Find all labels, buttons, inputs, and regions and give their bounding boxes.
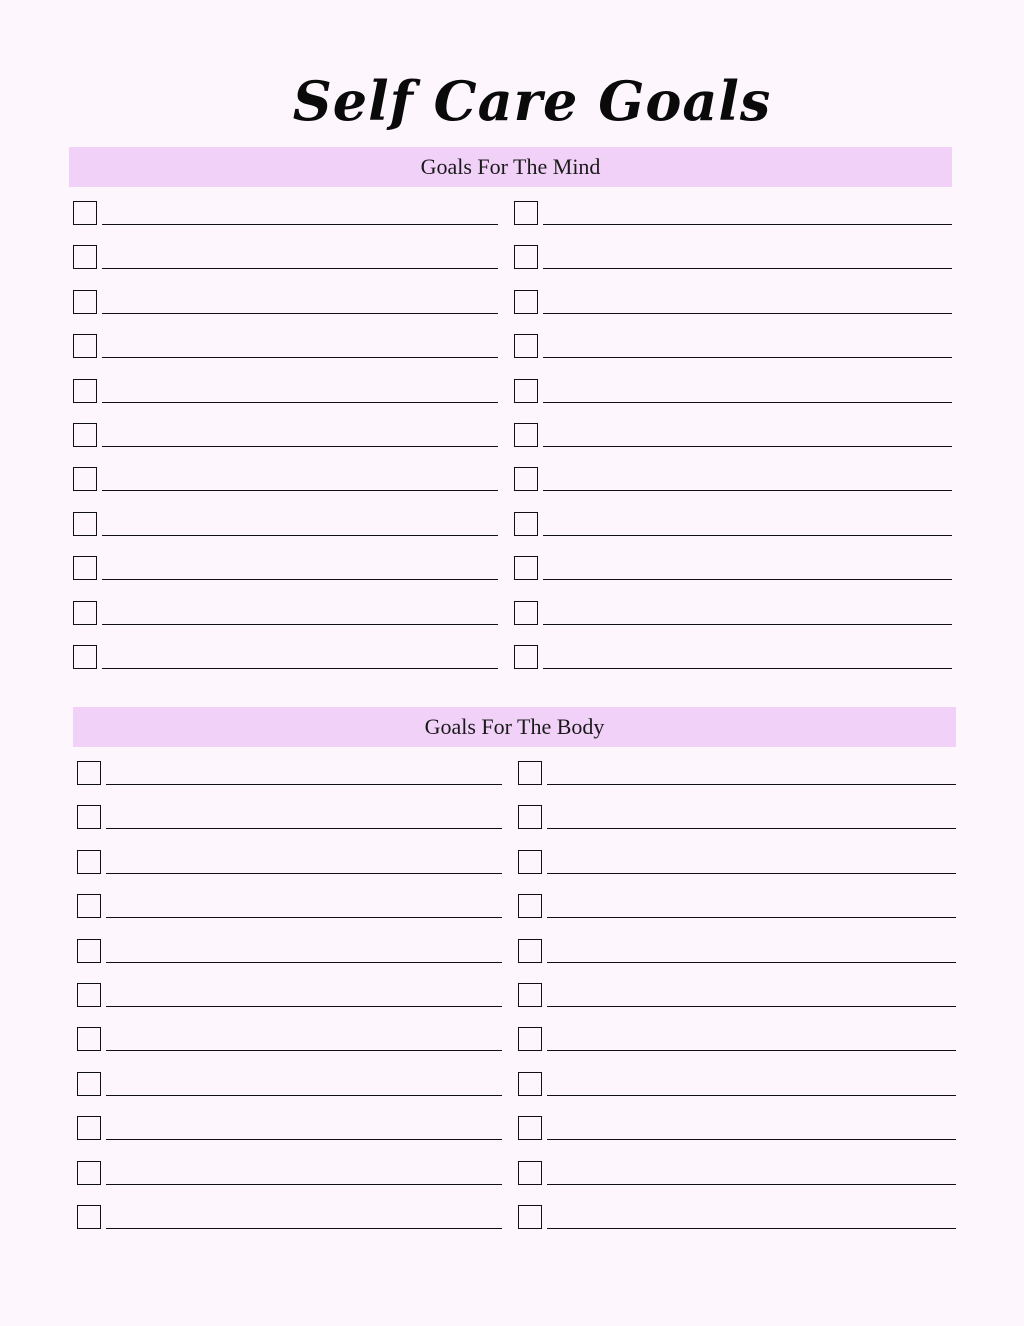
goal-grid-mind — [69, 187, 952, 677]
goal-write-line[interactable] — [543, 402, 952, 403]
goal-write-line[interactable] — [106, 873, 502, 874]
goal-checkbox[interactable] — [518, 1205, 542, 1229]
goal-row — [77, 1072, 502, 1102]
goal-checkbox[interactable] — [518, 983, 542, 1007]
goal-row — [77, 1161, 502, 1191]
goal-checkbox[interactable] — [77, 894, 101, 918]
goal-write-line[interactable] — [543, 224, 952, 225]
goal-checkbox[interactable] — [518, 1072, 542, 1096]
goal-row — [514, 423, 952, 453]
goal-checkbox[interactable] — [518, 1161, 542, 1185]
goal-row — [514, 556, 952, 586]
goal-write-line[interactable] — [547, 1184, 956, 1185]
goal-checkbox[interactable] — [518, 939, 542, 963]
goal-checkbox[interactable] — [518, 1027, 542, 1051]
goal-checkbox[interactable] — [518, 1116, 542, 1140]
goal-row — [518, 1116, 956, 1146]
goal-checkbox[interactable] — [73, 245, 97, 269]
goal-write-line[interactable] — [543, 313, 952, 314]
goal-write-line[interactable] — [547, 1050, 956, 1051]
goal-write-line[interactable] — [102, 402, 498, 403]
goal-write-line[interactable] — [543, 624, 952, 625]
goal-write-line[interactable] — [547, 1006, 956, 1007]
goal-row — [518, 1205, 956, 1235]
goal-row — [77, 939, 502, 969]
goal-row — [73, 556, 498, 586]
goal-row — [514, 467, 952, 497]
goal-checkbox[interactable] — [73, 645, 97, 669]
section-body — [73, 707, 956, 1237]
goal-checkbox[interactable] — [77, 1072, 101, 1096]
goal-write-line[interactable] — [106, 784, 502, 785]
goal-row — [514, 379, 952, 409]
goal-row — [514, 290, 952, 320]
goal-row — [518, 1072, 956, 1102]
goal-checkbox[interactable] — [514, 334, 538, 358]
goal-write-line[interactable] — [102, 535, 498, 536]
goal-checkbox[interactable] — [514, 556, 538, 580]
goal-row — [518, 850, 956, 880]
goal-checkbox[interactable] — [514, 512, 538, 536]
goal-checkbox[interactable] — [73, 379, 97, 403]
goal-row — [73, 201, 498, 231]
goal-row — [518, 894, 956, 924]
goal-checkbox[interactable] — [73, 201, 97, 225]
goal-write-line[interactable] — [102, 224, 498, 225]
goal-checkbox[interactable] — [77, 1027, 101, 1051]
goal-checkbox[interactable] — [77, 939, 101, 963]
goal-write-line[interactable] — [543, 490, 952, 491]
goal-grid-body — [73, 747, 956, 1237]
goal-row — [73, 423, 498, 453]
goal-write-line[interactable] — [102, 357, 498, 358]
goal-write-line[interactable] — [102, 446, 498, 447]
goal-row — [77, 1027, 502, 1057]
goal-row — [514, 334, 952, 364]
goal-write-line[interactable] — [543, 357, 952, 358]
goal-write-line[interactable] — [543, 535, 952, 536]
goal-row — [514, 601, 952, 631]
goal-checkbox[interactable] — [77, 1205, 101, 1229]
goal-row — [73, 334, 498, 364]
goal-checkbox[interactable] — [514, 467, 538, 491]
goal-row — [77, 805, 502, 835]
goal-checkbox[interactable] — [518, 761, 542, 785]
section-heading-mind: Goals For The Mind — [69, 147, 952, 187]
goal-row — [518, 805, 956, 835]
goal-row — [77, 983, 502, 1013]
goal-write-line[interactable] — [102, 313, 498, 314]
goal-write-line[interactable] — [547, 784, 956, 785]
goal-checkbox[interactable] — [73, 467, 97, 491]
goal-write-line[interactable] — [543, 579, 952, 580]
goal-checkbox[interactable] — [514, 645, 538, 669]
goal-checkbox[interactable] — [514, 245, 538, 269]
goal-checkbox[interactable] — [73, 290, 97, 314]
goal-write-line[interactable] — [547, 1139, 956, 1140]
goal-row — [518, 1027, 956, 1057]
goal-write-line[interactable] — [106, 917, 502, 918]
goal-row — [77, 761, 502, 791]
goal-row — [514, 201, 952, 231]
goal-row — [73, 379, 498, 409]
goal-write-line[interactable] — [547, 917, 956, 918]
goal-row — [514, 512, 952, 542]
goal-write-line[interactable] — [547, 1095, 956, 1096]
goal-row — [73, 245, 498, 275]
goal-write-line[interactable] — [106, 828, 502, 829]
goal-write-line[interactable] — [543, 668, 952, 669]
goal-write-line[interactable] — [547, 828, 956, 829]
goal-write-line[interactable] — [102, 624, 498, 625]
goal-row — [514, 645, 952, 675]
goal-row — [514, 245, 952, 275]
goal-write-line[interactable] — [547, 873, 956, 874]
goal-write-line[interactable] — [106, 1050, 502, 1051]
goal-row — [77, 1116, 502, 1146]
goal-row — [73, 512, 498, 542]
goal-checkbox[interactable] — [518, 850, 542, 874]
goal-row — [73, 601, 498, 631]
goal-write-line[interactable] — [102, 490, 498, 491]
goal-row — [518, 1161, 956, 1191]
goal-write-line[interactable] — [543, 268, 952, 269]
goal-row — [518, 761, 956, 791]
goal-checkbox[interactable] — [518, 894, 542, 918]
goal-checkbox[interactable] — [77, 983, 101, 1007]
goal-checkbox[interactable] — [514, 290, 538, 314]
goal-checkbox[interactable] — [77, 761, 101, 785]
goal-checkbox[interactable] — [73, 423, 97, 447]
goal-write-line[interactable] — [543, 446, 952, 447]
goal-write-line[interactable] — [106, 1184, 502, 1185]
goal-checkbox[interactable] — [514, 423, 538, 447]
goal-checkbox[interactable] — [77, 1161, 101, 1185]
goal-write-line[interactable] — [102, 668, 498, 669]
goal-write-line[interactable] — [106, 1095, 502, 1096]
goal-write-line[interactable] — [547, 1228, 956, 1229]
goal-write-line[interactable] — [102, 579, 498, 580]
goal-checkbox[interactable] — [514, 601, 538, 625]
goal-row — [518, 939, 956, 969]
goal-write-line[interactable] — [106, 1006, 502, 1007]
goal-row — [518, 983, 956, 1013]
goal-checkbox[interactable] — [77, 850, 101, 874]
page-title: Self Care Goals — [292, 69, 772, 133]
goal-checkbox[interactable] — [514, 201, 538, 225]
goal-write-line[interactable] — [106, 962, 502, 963]
goal-checkbox[interactable] — [518, 805, 542, 829]
goal-row — [77, 894, 502, 924]
goal-checkbox[interactable] — [514, 379, 538, 403]
goal-row — [77, 850, 502, 880]
section-heading-body: Goals For The Body — [73, 707, 956, 747]
goal-row — [73, 290, 498, 320]
goal-row — [73, 467, 498, 497]
goal-write-line[interactable] — [547, 962, 956, 963]
goal-row — [77, 1205, 502, 1235]
goal-checkbox[interactable] — [77, 1116, 101, 1140]
section-mind — [69, 147, 952, 677]
goal-checkbox[interactable] — [73, 556, 97, 580]
goal-checkbox[interactable] — [73, 334, 97, 358]
goal-write-line[interactable] — [102, 268, 498, 269]
goal-checkbox[interactable] — [73, 601, 97, 625]
goal-row — [73, 645, 498, 675]
goal-write-line[interactable] — [106, 1139, 502, 1140]
goal-checkbox[interactable] — [77, 805, 101, 829]
goal-write-line[interactable] — [106, 1228, 502, 1229]
goal-checkbox[interactable] — [73, 512, 97, 536]
